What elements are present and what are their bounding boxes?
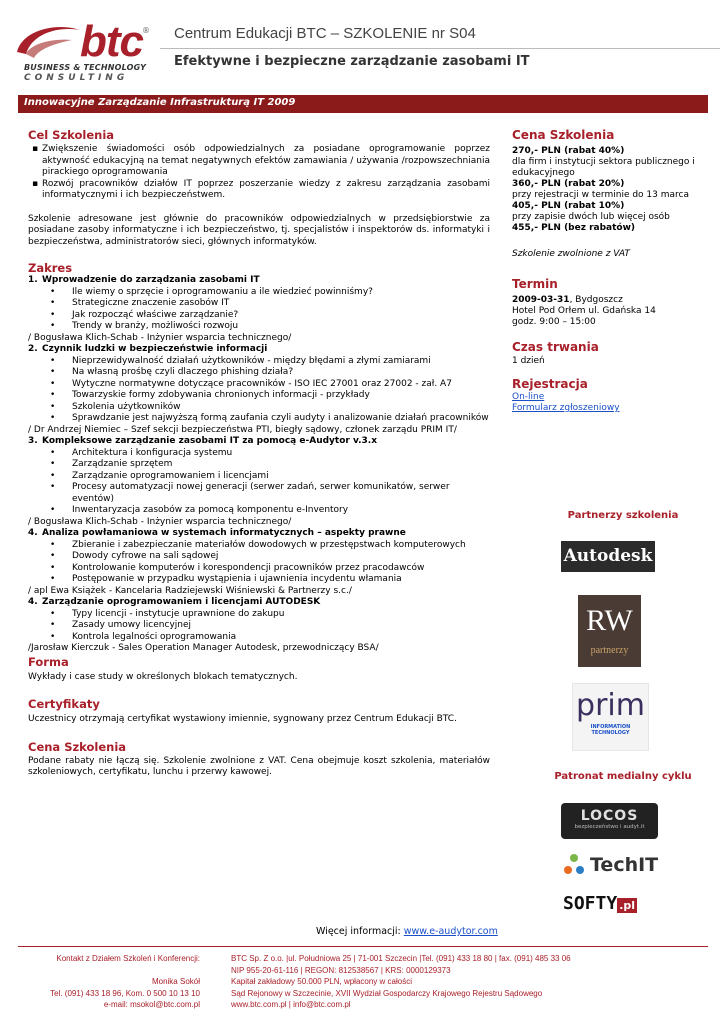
online-registration-link[interactable]: On-line: [512, 392, 545, 402]
cel-paragraph: Szkolenie adresowane jest głównie do pracowników odpowiedzialnych w przedsiębiorstwie za posiadane zasoby informatyczne i ich bezpieczeństwo, tj. specjalistów i inspektorów ds. informatyki i bezpieczeństwa, administratorów sieci, głównych informatyków.: [28, 213, 490, 247]
footer-contact-line: Tel. (091) 433 18 96, Kom. 0 500 10 13 10: [50, 988, 200, 998]
more-info-label: Więcej informacji:: [316, 926, 404, 937]
footer-contact-line: Monika Sokół: [151, 977, 200, 986]
list-item: • Wytyczne normatywne dotyczące pracowników - ISO IEC 27001 oraz 27002 - zał. A7: [72, 379, 490, 391]
rw-logo-sub: partnerzy: [590, 645, 629, 656]
footer-divider: [18, 946, 708, 947]
footer-contact: [20, 953, 200, 1011]
list-item: • Kontrola legalności oprogramowania: [72, 632, 490, 644]
price-1: 270,- PLN (rabat 40%): [512, 146, 625, 156]
cena-heading: Cena Szkolenia: [512, 128, 615, 142]
price-2: 360,- PLN (rabat 20%): [512, 179, 625, 189]
cel-bullets: [28, 144, 490, 202]
zakres-list: [28, 275, 490, 655]
softy-logo[interactable]: [563, 893, 658, 919]
logo-registered: ®: [142, 26, 150, 35]
zakres-items: [28, 287, 490, 333]
list-item: • Zbieranie i zabezpieczanie materiałów dowodowych w przestępstwach komputerowych: [72, 540, 490, 552]
list-item: • Nieprzewidywalność działań użytkowników - między błędami a złymi zamiarami: [72, 356, 490, 368]
zakres-items: [28, 448, 490, 517]
list-item: • Inwentaryzacja zasobów za pomocą komponentu e-Inventory: [72, 505, 490, 517]
footer-company-line: BTC Sp. Z o.o. |ul. Południowa 25 | 71-001 Szczecin |Tel. (091) 433 18 80 | fax. (091) 485 33 06: [231, 954, 571, 963]
locos-logo-text: LOCOS: [580, 808, 639, 824]
footer-company-line: NIP 955-20-61-116 | REGON: 812538567 | KRS: 0000129373: [231, 965, 451, 975]
partners-heading: Partnerzy szkolenia: [567, 510, 679, 521]
zakres-section-title: [28, 436, 490, 448]
termin-heading: Termin: [512, 277, 558, 291]
rw-partnerzy-logo[interactable]: [578, 595, 641, 667]
media-heading: Patronat medialny cyklu: [554, 771, 692, 782]
list-item: • Zarządzanie sprzętem: [72, 459, 490, 471]
price-3-desc: przy zapisie dwóch lub więcej osób: [512, 212, 670, 222]
zakres-section-title: [28, 597, 490, 609]
logo-tagline-2: CONSULTING: [24, 73, 129, 83]
autodesk-logo[interactable]: [561, 541, 655, 572]
right-column: [512, 128, 712, 414]
forma-heading: Forma: [28, 654, 69, 669]
locos-logo-sub: bezpieczeństwo i audyt.it: [574, 824, 645, 830]
list-item: • Jak rozpocząć właściwe zarządzanie?: [72, 310, 490, 322]
zakres-section-title: [28, 528, 490, 540]
event-hours: godz. 9:00 – 15:00: [512, 317, 596, 327]
footer-contact-line: e-mail: msokol@btc.com.pl: [103, 1000, 200, 1009]
prim-it-logo[interactable]: [572, 683, 649, 751]
list-item: • Ile wiemy o sprzęcie i oprogramowaniu a ile wiedzieć powinniśmy?: [72, 287, 490, 299]
zakres-heading: Zakres: [28, 261, 73, 275]
logo-swoosh-icon: [12, 22, 82, 62]
zakres-speaker: / Bogusława Klich-Schab - Inżynier wsparcia technicznego/: [28, 516, 292, 527]
more-info: [316, 926, 498, 937]
event-date: 2009-03-31: [512, 295, 570, 305]
list-item: • Sprawdzanie jest najwyższą formą zaufania czyli audyty i analizowanie działań pracowników: [72, 413, 490, 425]
autodesk-logo-text: Autodesk: [563, 546, 653, 566]
price-2-desc: przy rejestracji w terminie do 13 marca: [512, 190, 689, 200]
banner-text: Innowacyjne Zarządzanie Infrastrukturą IT 2009: [24, 97, 296, 108]
zakres-section-number: 4.: [28, 597, 38, 607]
list-item: • Typy licencji - instytucje uprawnione do zakupu: [72, 609, 490, 621]
list-item: • Zasady umowy licencyjnej: [72, 620, 490, 632]
locos-logo[interactable]: [561, 803, 658, 839]
forma-text: Wykłady i case study w określonych blokach tematycznych.: [28, 671, 298, 682]
zakres-speaker: / Bogusława Klich-Schab - Inżynier wsparcia technicznego/: [28, 332, 292, 343]
page-title: Centrum Edukacji BTC – SZKOLENIE nr S04: [174, 25, 476, 42]
footer-contact-line: Kontakt z Działem Szkoleń i Konferencji:: [56, 954, 200, 963]
event-city: , Bydgoszcz: [569, 295, 623, 305]
softy-logo-domain: .pl: [619, 899, 636, 912]
czas-heading: Czas trwania: [512, 340, 599, 354]
list-item: • Kontrolowanie komputerów i korespondencji pracowników przez pracodawców: [72, 563, 490, 575]
prim-logo-text: prim: [576, 688, 645, 723]
zakres-section-label: Kompleksowe zarządzanie zasobami IT za pomocą e-Audytor v.3.x: [42, 436, 378, 446]
footer-company: [231, 953, 711, 1011]
registration-form-link[interactable]: Formularz zgłoszeniowy: [512, 403, 620, 413]
prim-logo-sub: INFORMATION TECHNOLOGY: [590, 724, 631, 736]
techit-logo-text: TechIT: [590, 854, 659, 876]
list-item: • Architektura i konfiguracja systemu: [72, 448, 490, 460]
zakres-section-label: Zarządzanie oprogramowaniem i licencjami AUTODESK: [42, 597, 321, 607]
zakres-section-number: 3.: [28, 436, 38, 446]
left-column: [28, 128, 490, 779]
cert-text: Uczestnicy otrzymają certyfikat wystawiony imiennie, sygnowany przez Centrum Edukacji BTC.: [28, 714, 457, 724]
website-link[interactable]: www.e-audytor.com: [403, 926, 498, 937]
zakres-items: [28, 609, 490, 644]
zakres-speaker: / apl Ewa Książek - Kancelaria Radziejewski Wiśniewski & Partnerzy s.c./: [28, 585, 352, 596]
techit-mark-icon: [560, 852, 588, 880]
logo-btc: btc: [80, 17, 143, 66]
price-4: 455,- PLN (bez rabatów): [512, 223, 636, 233]
cena-left-text: Podane rabaty nie łączą się. Szkolenie zwolnione z VAT. Cena obejmuje koszt szkolenia, materiałów szkoleniowych, certyfikatu, lunchu i przerwy kawowej.: [28, 755, 490, 777]
price-3: 405,- PLN (rabat 10%): [512, 201, 625, 211]
vat-note: Szkolenie zwolnione z VAT: [512, 249, 630, 259]
footer-spacer: [20, 965, 200, 977]
list-item: • Towarzyskie formy zdobywania chronionych informacji - przykłady: [72, 390, 490, 402]
rejestracja-heading: Rejestracja: [512, 377, 588, 391]
cena-left-heading: Cena Szkolenia: [28, 739, 127, 754]
list-item: • Postępowanie w przypadku wystąpienia i ujawnienia incydentu włamania: [72, 574, 490, 586]
zakres-section-title: [28, 275, 490, 287]
zakres-items: [28, 540, 490, 586]
list-item: • Szkolenia użytkowników: [72, 402, 490, 414]
footer-company-line: Sąd Rejonowy w Szczecinie, XVII Wydział Gospodarczy Krajowego Rejestru Sądowego: [231, 988, 543, 998]
zakres-section-label: Analiza powłamaniowa w systemach informatycznych – aspekty prawne: [42, 528, 406, 538]
page-subtitle: Efektywne i bezpieczne zarządzanie zasobami IT: [174, 54, 530, 69]
list-item: • Zarządzanie oprogramowaniem i licencjami: [72, 471, 490, 483]
zakres-section-label: Czynnik ludzki w bezpieczeństwie informacji: [42, 344, 268, 354]
techit-logo[interactable]: [560, 850, 660, 882]
price-1-desc: dla firm i instytucji sektora publicznego i edukacyjnego: [512, 157, 695, 178]
zakres-speaker: /Jarosław Kierczuk - Sales Operation Manager Autodesk, przewodniczący BSA/: [28, 643, 379, 653]
list-item: ▪ Rozwój pracowników działów IT poprzez poszerzanie wiedzy z zakresu zarządzania zasobami informatycznymi i ich bezpieczeństwem.: [42, 179, 490, 202]
list-item: • Procesy automatyzacji nowej generacji (serwer zadań, serwer komunikatów, serwer eventów): [72, 482, 490, 505]
zakres-items: [28, 356, 490, 425]
list-item: ▪ Zwiększenie świadomości osób odpowiedzialnych za posiadane oprogramowanie poprzez aktywność edukacyjną na temat negatywnych efektów zamawiania / używania /rozpowszechniania pirackiego oprogramowania: [42, 144, 490, 179]
rw-logo-text: RW: [586, 604, 633, 637]
list-item: • Na własną prośbę czyli dlaczego phishing działa?: [72, 367, 490, 379]
header-divider: [160, 48, 720, 49]
zakres-section-number: 4.: [28, 528, 38, 538]
zakres-section-number: 2.: [28, 344, 38, 354]
footer-company-line: www.btc.com.pl | info@btc.com.pl: [231, 1000, 351, 1009]
banner-bar: [18, 95, 708, 113]
zakres-section-number: 1.: [28, 275, 38, 285]
cel-heading: Cel Szkolenia: [28, 128, 115, 142]
list-item: • Trendy w branży, możliwości rozwoju: [72, 321, 490, 333]
footer-company-line: Kapitał zakładowy 50.000 PLN, wpłacony w całości: [231, 977, 412, 986]
zakres-speaker: / Dr Andrzej Niemiec – Szef sekcji bezpieczeństwa PTI, biegły sądowy, członek zarządu PRIM IT/: [28, 424, 457, 435]
list-item: • Strategiczne znaczenie zasobów IT: [72, 298, 490, 310]
event-hotel: Hotel Pod Orłem ul. Gdańska 14: [512, 306, 656, 316]
logo-tagline-1: BUSINESS & TECHNOLOGY: [24, 63, 147, 72]
softy-logo-text: SOFTY: [563, 893, 618, 914]
czas-value: 1 dzień: [512, 356, 545, 366]
list-item: • Dowody cyfrowe na sali sądowej: [72, 551, 490, 563]
zakres-section-title: [28, 344, 490, 356]
zakres-section-label: Wprowadzenie do zarządzania zasobami IT: [42, 275, 260, 285]
cert-heading: Certyfikaty: [28, 697, 100, 711]
